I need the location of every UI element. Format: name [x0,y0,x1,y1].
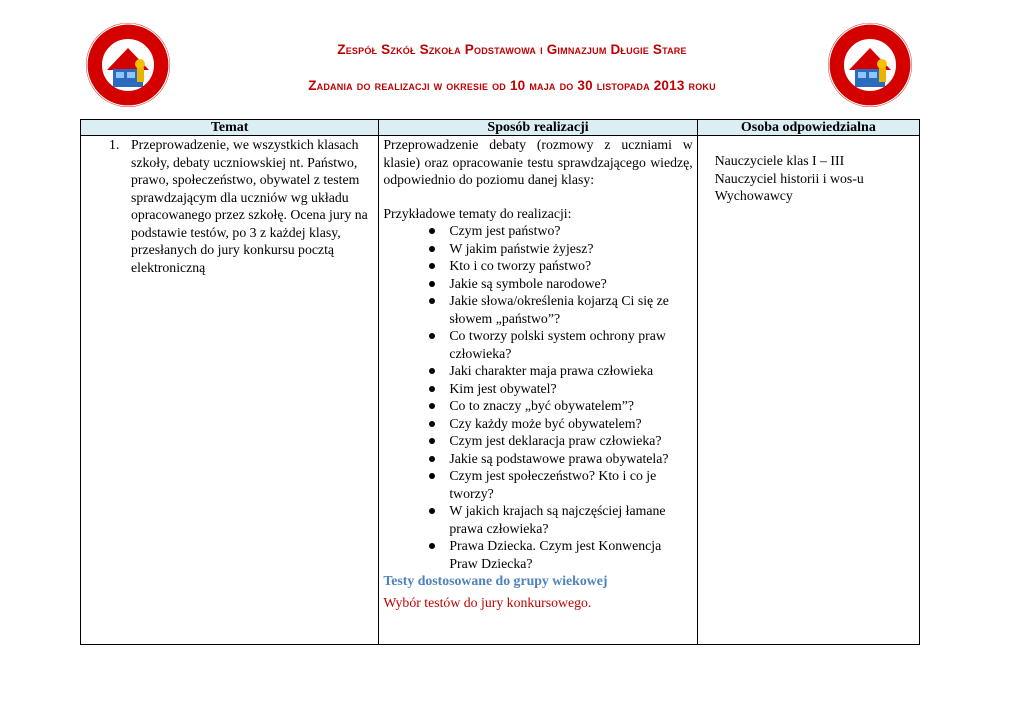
list-item: W jakim państwie żyjesz? [427,240,692,258]
list-item: Czym jest deklaracja praw człowieka? [427,432,692,450]
method-intro: Przeprowadzenie debaty (rozmowy z uczniami w klasie) oraz opracowanie testu sprawdzającego wiedzę, odpowiednio do poziomu danej klasy: [383,137,693,187]
list-item: Kim jest obywatel? [427,380,692,398]
header-responsible: Osoba odpowiedzialna [697,120,919,136]
note-age-group: Testy dostosowane do grupy wiekowej [383,573,608,588]
document-subtitle: Zadania do realizacji w okresie od 10 maja do 30 listopada 2013 roku [308,78,716,93]
list-item: Czym jest państwo? [427,222,692,240]
example-topics-list [383,222,692,572]
list-item: Jakie słowa/określenia kojarzą Ci się ze słowem „państwo”? [427,292,692,327]
topic-cell [81,136,379,645]
list-item: Czym jest społeczeństwo? Kto i co je tworzy? [427,467,692,502]
method-cell [379,136,697,645]
header-method: Sposób realizacji [379,120,697,136]
list-item: Kto i co tworzy państwo? [427,257,692,275]
tasks-table [80,119,920,645]
table-row [81,136,920,645]
list-item: Jakie są podstawowe prawa obywatela? [427,450,692,468]
list-item: Czy każdy może być obywatelem? [427,415,692,433]
list-item: Jaki charakter maja prawa człowieka [427,362,692,380]
school-logo-right [827,22,913,108]
list-item: Co to znaczy „być obywatelem”? [427,397,692,415]
list-item: Co tworzy polski system ochrony praw człowieka? [427,327,692,362]
responsible-cell [697,136,919,645]
list-item: Jakie są symbole narodowe? [427,275,692,293]
examples-label: Przykładowe tematy do realizacji: [383,205,572,221]
responsible-person: Wychowawcy [714,188,793,203]
topic-text: Przeprowadzenie, we wszystkich klasach szkoły, debaty uczniowskiej nt. Państwo, prawo, społeczeństwo, obywatel z testem sprawdzającym dla uczniów wg układu opracowanego przez szkołę. Ocena jury na podstawie testów, po 3 z każdej klasy, przesłanych do jury konkursu pocztą elektroniczną [131,137,368,275]
list-item: W jakich krajach są najczęściej łamane prawa człowieka? [427,502,692,537]
header-topic: Temat [81,120,379,136]
school-logo-left [85,22,171,108]
table-header-row [81,120,920,136]
responsible-person: Nauczyciel historii i wos-u [714,170,864,186]
list-item: Prawa Dziecka. Czym jest Konwencja Praw Dziecka? [427,537,692,572]
note-jury-selection: Wybór testów do jury konkursowego. [383,594,592,610]
document-title: Zespół Szkół Szkoła Podstawowa i Gimnazjum Długie Stare [337,42,687,57]
responsible-person: Nauczyciele klas I – III [714,153,845,168]
topic-number: 1. [109,137,120,152]
